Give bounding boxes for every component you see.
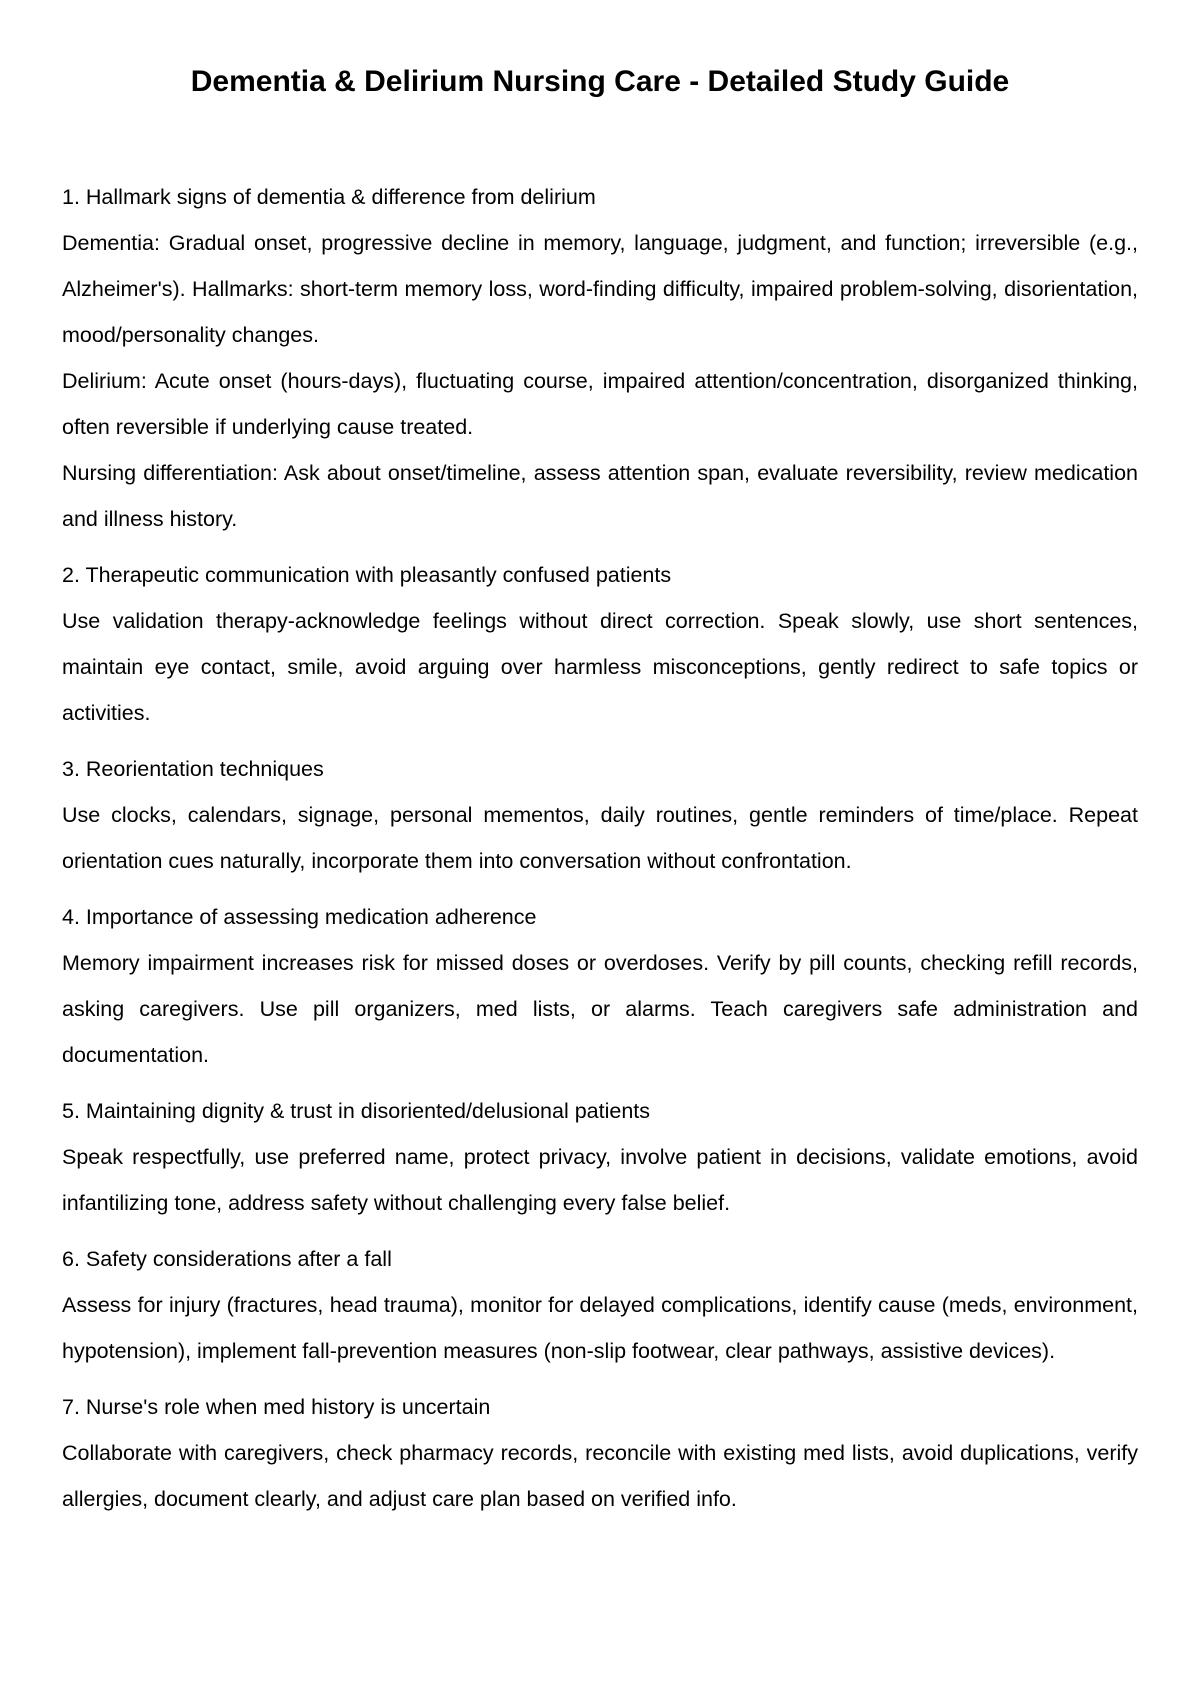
section-paragraph: Use validation therapy-acknowledge feelings without direct correction. Speak slowly, use short sentences, maintain eye contact, smile, avoid arguing over harmless misconceptions, gently redirect to safe topics or activities.	[62, 609, 1138, 725]
section-heading: 6. Safety considerations after a fall	[62, 1247, 392, 1271]
section-heading: 4. Importance of assessing medication adherence	[62, 905, 537, 929]
section-paragraph: Nursing differentiation: Ask about onset/timeline, assess attention span, evaluate reversibility, review medication and illness history.	[62, 461, 1138, 531]
page-title: Dementia & Delirium Nursing Care - Detailed Study Guide	[190, 65, 1010, 98]
section-dementia-vs-delirium	[62, 174, 1138, 542]
section-heading: 1. Hallmark signs of dementia & difference from delirium	[62, 185, 596, 209]
section-medication-adherence	[62, 894, 1138, 1078]
section-heading: 2. Therapeutic communication with pleasantly confused patients	[62, 563, 672, 587]
section-reorientation	[62, 746, 1138, 884]
section-paragraph: Delirium: Acute onset (hours-days), fluctuating course, impaired attention/concentration, disorganized thinking, often reversible if underlying cause treated.	[62, 369, 1138, 439]
section-paragraph: Use clocks, calendars, signage, personal mementos, daily routines, gentle reminders of time/place. Repeat orientation cues naturally, incorporate them into conversation without confrontation.	[62, 803, 1138, 873]
section-therapeutic-communication	[62, 552, 1138, 736]
section-paragraph: Assess for injury (fractures, head trauma), monitor for delayed complications, identify cause (meds, environment, hypotension), implement fall-prevention measures (non-slip footwear, clear pathways, assistive devices).	[62, 1293, 1138, 1363]
section-paragraph: Speak respectfully, use preferred name, protect privacy, involve patient in decisions, validate emotions, avoid infantilizing tone, address safety without challenging every false belief.	[62, 1145, 1138, 1215]
section-fall-safety	[62, 1236, 1138, 1374]
document-body	[62, 174, 1138, 1532]
section-uncertain-med-history	[62, 1384, 1138, 1522]
section-heading: 5. Maintaining dignity & trust in disoriented/delusional patients	[62, 1099, 651, 1123]
section-heading: 7. Nurse's role when med history is uncertain	[62, 1395, 491, 1419]
section-dignity-trust	[62, 1088, 1138, 1226]
section-paragraph: Dementia: Gradual onset, progressive decline in memory, language, judgment, and function; irreversible (e.g., Alzheimer's). Hallmarks: short-term memory loss, word-finding difficulty, impaired problem-solving, disorientation, mood/personality changes.	[62, 231, 1138, 347]
section-heading: 3. Reorientation techniques	[62, 757, 324, 781]
section-paragraph: Collaborate with caregivers, check pharmacy records, reconcile with existing med lists, avoid duplications, verify allergies, document clearly, and adjust care plan based on verified info.	[62, 1441, 1138, 1511]
section-paragraph: Memory impairment increases risk for missed doses or overdoses. Verify by pill counts, checking refill records, asking caregivers. Use pill organizers, med lists, or alarms. Teach caregivers safe administration and documentation.	[62, 951, 1138, 1067]
